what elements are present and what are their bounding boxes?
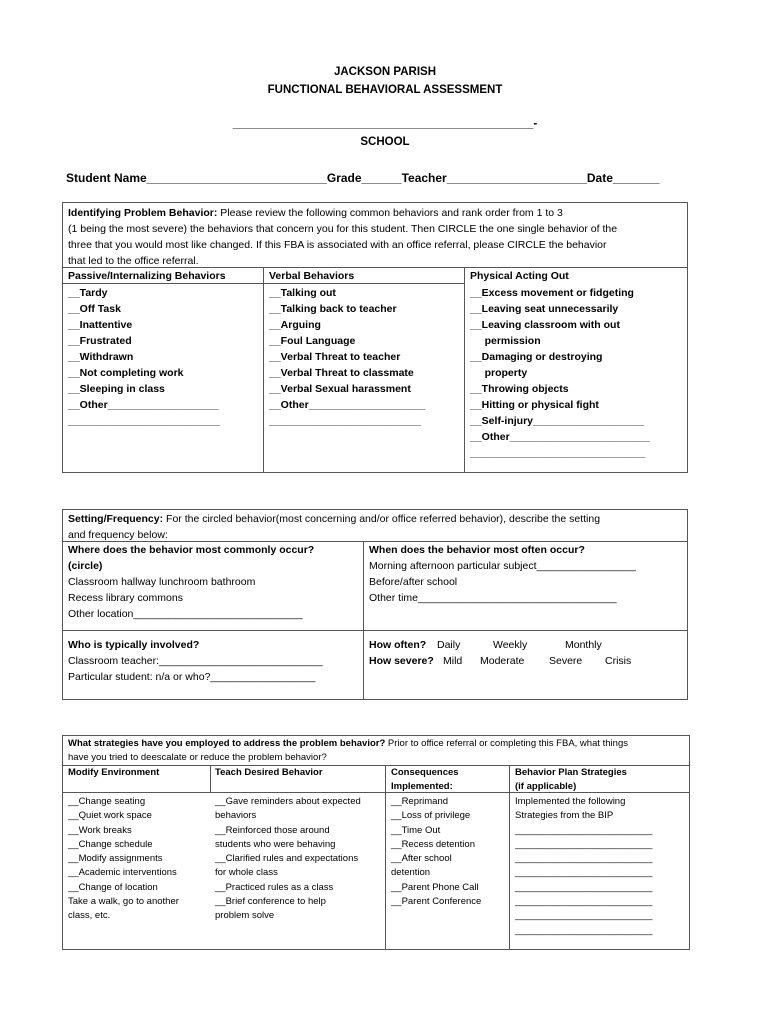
problem-behavior-checkbox-item[interactable]: __Verbal Sexual harassment	[269, 383, 411, 395]
strategy-checkbox-item: problem solve	[215, 910, 275, 922]
problem-behavior-checkbox-item[interactable]: __Off Task	[68, 303, 121, 315]
strategy-checkbox-item[interactable]: __________________________	[515, 910, 653, 922]
strategy-checkbox-item[interactable]: __Loss of privilege	[391, 810, 471, 822]
strategy-checkbox-item[interactable]: __Practiced rules as a class	[215, 881, 334, 893]
strategy-checkbox-item: Implemented the following	[515, 796, 626, 807]
problem-behavior-checkbox-item[interactable]: ______________________________	[470, 447, 646, 459]
problem-behavior-checkbox-item[interactable]: __Self-injury___________________	[470, 415, 644, 427]
school-name-blank[interactable]: _______________________________________________-	[232, 118, 538, 130]
strategy-checkbox-item[interactable]: __Reinforced those around	[215, 824, 330, 836]
consequences-header: Consequences Implemented:	[391, 767, 459, 793]
often-option-monthly[interactable]: Monthly	[565, 639, 602, 651]
severe-option-moderate[interactable]: Moderate	[480, 655, 525, 667]
how-severe-label: How severe?	[369, 655, 434, 667]
school-label: SCHOOL	[360, 136, 410, 148]
strategy-checkbox-item[interactable]: __Work breaks	[68, 824, 132, 836]
problem-behavior-checkbox-item[interactable]: __Talking out	[269, 287, 336, 299]
where-options-line2[interactable]: Recess library commons	[68, 592, 183, 604]
strategy-checkbox-item[interactable]: __Parent Phone Call	[391, 881, 479, 893]
strategy-checkbox-item[interactable]: __________________________	[515, 853, 653, 865]
problem-behavior-checkbox-item[interactable]: __Sleeping in class	[68, 383, 165, 395]
physical-behaviors-header: Physical Acting Out	[470, 270, 569, 282]
who-particular-student[interactable]: Particular student: n/a or who?__________________	[68, 671, 316, 683]
strategy-checkbox-item[interactable]: __Reprimand	[391, 796, 449, 807]
problem-behavior-checkbox-item[interactable]: __Hitting or physical fight	[470, 399, 599, 411]
strategy-checkbox-item[interactable]: __Clarified rules and expectations	[215, 853, 359, 865]
where-options-line1[interactable]: Classroom hallway lunchroom bathroom	[68, 576, 256, 588]
problem-behavior-checkbox-item[interactable]: __Verbal Threat to teacher	[269, 351, 401, 363]
when-other-time[interactable]: Other time__________________________________	[369, 592, 617, 604]
when-block	[369, 542, 636, 606]
problem-behavior-checkbox-item[interactable]: __Other________________________	[470, 431, 650, 443]
problem-behavior-checkbox-item[interactable]: __Arguing	[269, 319, 321, 331]
passive-behaviors-header: Passive/Internalizing Behaviors	[68, 270, 226, 282]
problem-behavior-checkbox-item[interactable]: __Frustrated	[68, 335, 132, 347]
problem-behavior-checkbox-item: permission	[470, 335, 541, 347]
strategy-checkbox-item[interactable]: __________________________	[515, 881, 653, 893]
who-classroom-teacher[interactable]: Classroom teacher:____________________________	[68, 655, 323, 667]
strategy-checkbox-item: behaviors	[215, 810, 257, 822]
strategies-instructions: What strategies have you employed to address the problem behavior? Prior to office referral or completing this FBA, what things have you tried to deescalate or reduce the problem behavior?	[68, 738, 628, 764]
strategy-checkbox-item[interactable]: __________________________	[515, 867, 653, 879]
strategy-checkbox-item: detention	[391, 867, 431, 879]
consequences-column	[391, 795, 481, 909]
behavior-plan-column	[515, 795, 652, 938]
strategy-checkbox-item[interactable]: __________________________	[515, 838, 653, 850]
problem-behavior-checkbox-item[interactable]: __Foul Language	[269, 335, 356, 347]
severe-option-mild[interactable]: Mild	[443, 655, 463, 667]
verbal-behaviors-column	[269, 268, 461, 429]
who-question: Who is typically involved?	[68, 639, 200, 651]
often-option-daily[interactable]: Daily	[437, 639, 461, 651]
problem-behavior-checkbox-item[interactable]: __Talking back to teacher	[269, 303, 397, 315]
verbal-behaviors-header: Verbal Behaviors	[269, 270, 355, 282]
how-often-label: How often?	[369, 639, 427, 651]
strategy-checkbox-item[interactable]: __________________________	[515, 824, 653, 836]
district-title: JACKSON PARISH	[333, 66, 437, 78]
problem-behavior-checkbox-item[interactable]: __Other___________________	[68, 399, 219, 411]
student-info-line[interactable]: Student Name___________________________Grade______Teacher_____________________Date_______	[66, 171, 660, 185]
problem-behavior-checkbox-item[interactable]: __Inattentive	[68, 319, 133, 331]
teach-behavior-column	[215, 795, 361, 924]
problem-behavior-checkbox-item[interactable]: __Other____________________	[269, 399, 426, 411]
strategy-checkbox-item: students who were behaving	[215, 838, 336, 850]
where-other-location[interactable]: Other location_____________________________	[68, 608, 303, 620]
problem-behavior-label: Identifying Problem Behavior:	[68, 207, 218, 219]
strategy-checkbox-item[interactable]: __After school	[391, 853, 452, 865]
often-option-weekly[interactable]: Weekly	[493, 639, 528, 651]
strategy-checkbox-item[interactable]: __Time Out	[391, 824, 441, 836]
problem-behavior-checkbox-item[interactable]: __Leaving seat unnecessarily	[470, 303, 619, 315]
strategy-checkbox-item[interactable]: __Gave reminders about expected	[215, 796, 361, 807]
modify-environment-header: Modify Environment	[68, 767, 160, 778]
problem-behavior-checkbox-item[interactable]: __________________________	[68, 415, 220, 427]
problem-behavior-checkbox-item[interactable]: __Leaving classroom with out	[470, 319, 620, 331]
problem-behavior-checkbox-item[interactable]: __Tardy	[68, 287, 108, 299]
when-question: When does the behavior most often occur?	[369, 544, 585, 556]
where-block	[68, 542, 314, 622]
how-often-row	[369, 637, 679, 653]
strategy-checkbox-item[interactable]: __Recess detention	[391, 838, 475, 850]
problem-behavior-checkbox-item[interactable]: __Throwing objects	[470, 383, 569, 395]
passive-behaviors-column	[68, 268, 260, 429]
modify-environment-column	[68, 795, 179, 924]
teach-behavior-header: Teach Desired Behavior	[215, 767, 323, 778]
strategy-checkbox-item[interactable]: __Change of location	[68, 881, 158, 893]
strategy-checkbox-item: for whole class	[215, 867, 278, 879]
problem-behavior-checkbox-item[interactable]: __Damaging or destroying	[470, 351, 603, 363]
behavior-plan-header: Behavior Plan Strategies (if applicable)	[515, 767, 627, 793]
severe-option-severe[interactable]: Severe	[549, 655, 583, 667]
setting-instructions: Setting/Frequency: For the circled behavior(most concerning and/or office referred behavior), describe the setting and frequency below:	[68, 513, 601, 541]
problem-behavior-checkbox-item[interactable]: __Withdrawn	[68, 351, 134, 363]
where-circle-note: (circle)	[68, 560, 103, 572]
problem-behavior-checkbox-item[interactable]: __Excess movement or fidgeting	[470, 287, 634, 299]
problem-behavior-checkbox-item[interactable]: __Not completing work	[68, 367, 184, 379]
strategy-checkbox-item[interactable]: __Brief conference to help	[215, 896, 326, 908]
strategy-checkbox-item[interactable]: __Modify assignments	[68, 853, 163, 865]
strategy-checkbox-item[interactable]: __Quiet work space	[68, 810, 152, 822]
how-severe-row	[369, 653, 679, 669]
form-title: FUNCTIONAL BEHAVIORAL ASSESSMENT	[267, 84, 503, 96]
who-block	[68, 637, 323, 685]
strategy-checkbox-item: class, etc.	[68, 910, 111, 922]
when-options-line2[interactable]: Before/after school	[369, 576, 458, 588]
strategy-checkbox-item: Strategies from the BIP	[515, 810, 614, 822]
setting-label: Setting/Frequency:	[68, 513, 164, 525]
when-options-line1[interactable]: Morning afternoon particular subject_________________	[369, 560, 636, 572]
strategy-checkbox-item[interactable]: __Change seating	[68, 796, 146, 807]
strategy-checkbox-item[interactable]: __Change schedule	[68, 838, 153, 850]
strategy-checkbox-item[interactable]: __________________________	[515, 896, 653, 908]
problem-behavior-checkbox-item: property	[470, 367, 528, 379]
where-question: Where does the behavior most commonly occur?	[68, 544, 315, 556]
problem-behavior-instructions: Identifying Problem Behavior: Please review the following common behaviors and rank order from 1 to 3 (1 being the most severe) the behaviors that concern you for this student. Then CIRCLE the one single behavior of the three that you would most like changed. If this FBA is associated with an office referral, please CIRCLE the behavior that led to the office referral.	[68, 207, 618, 267]
problem-behavior-checkbox-item[interactable]: __Verbal Threat to classmate	[269, 367, 414, 379]
strategy-checkbox-item: Take a walk, go to another	[68, 896, 179, 908]
problem-behavior-checkbox-item[interactable]: __________________________	[269, 415, 421, 427]
severe-option-crisis[interactable]: Crisis	[605, 655, 632, 667]
strategy-checkbox-item[interactable]: __________________________	[515, 924, 653, 936]
physical-behaviors-column	[470, 268, 684, 461]
strategies-label: What strategies have you employed to address the problem behavior?	[68, 738, 386, 749]
strategy-checkbox-item[interactable]: __Academic interventions	[68, 867, 177, 879]
strategy-checkbox-item[interactable]: __Parent Conference	[391, 896, 482, 908]
